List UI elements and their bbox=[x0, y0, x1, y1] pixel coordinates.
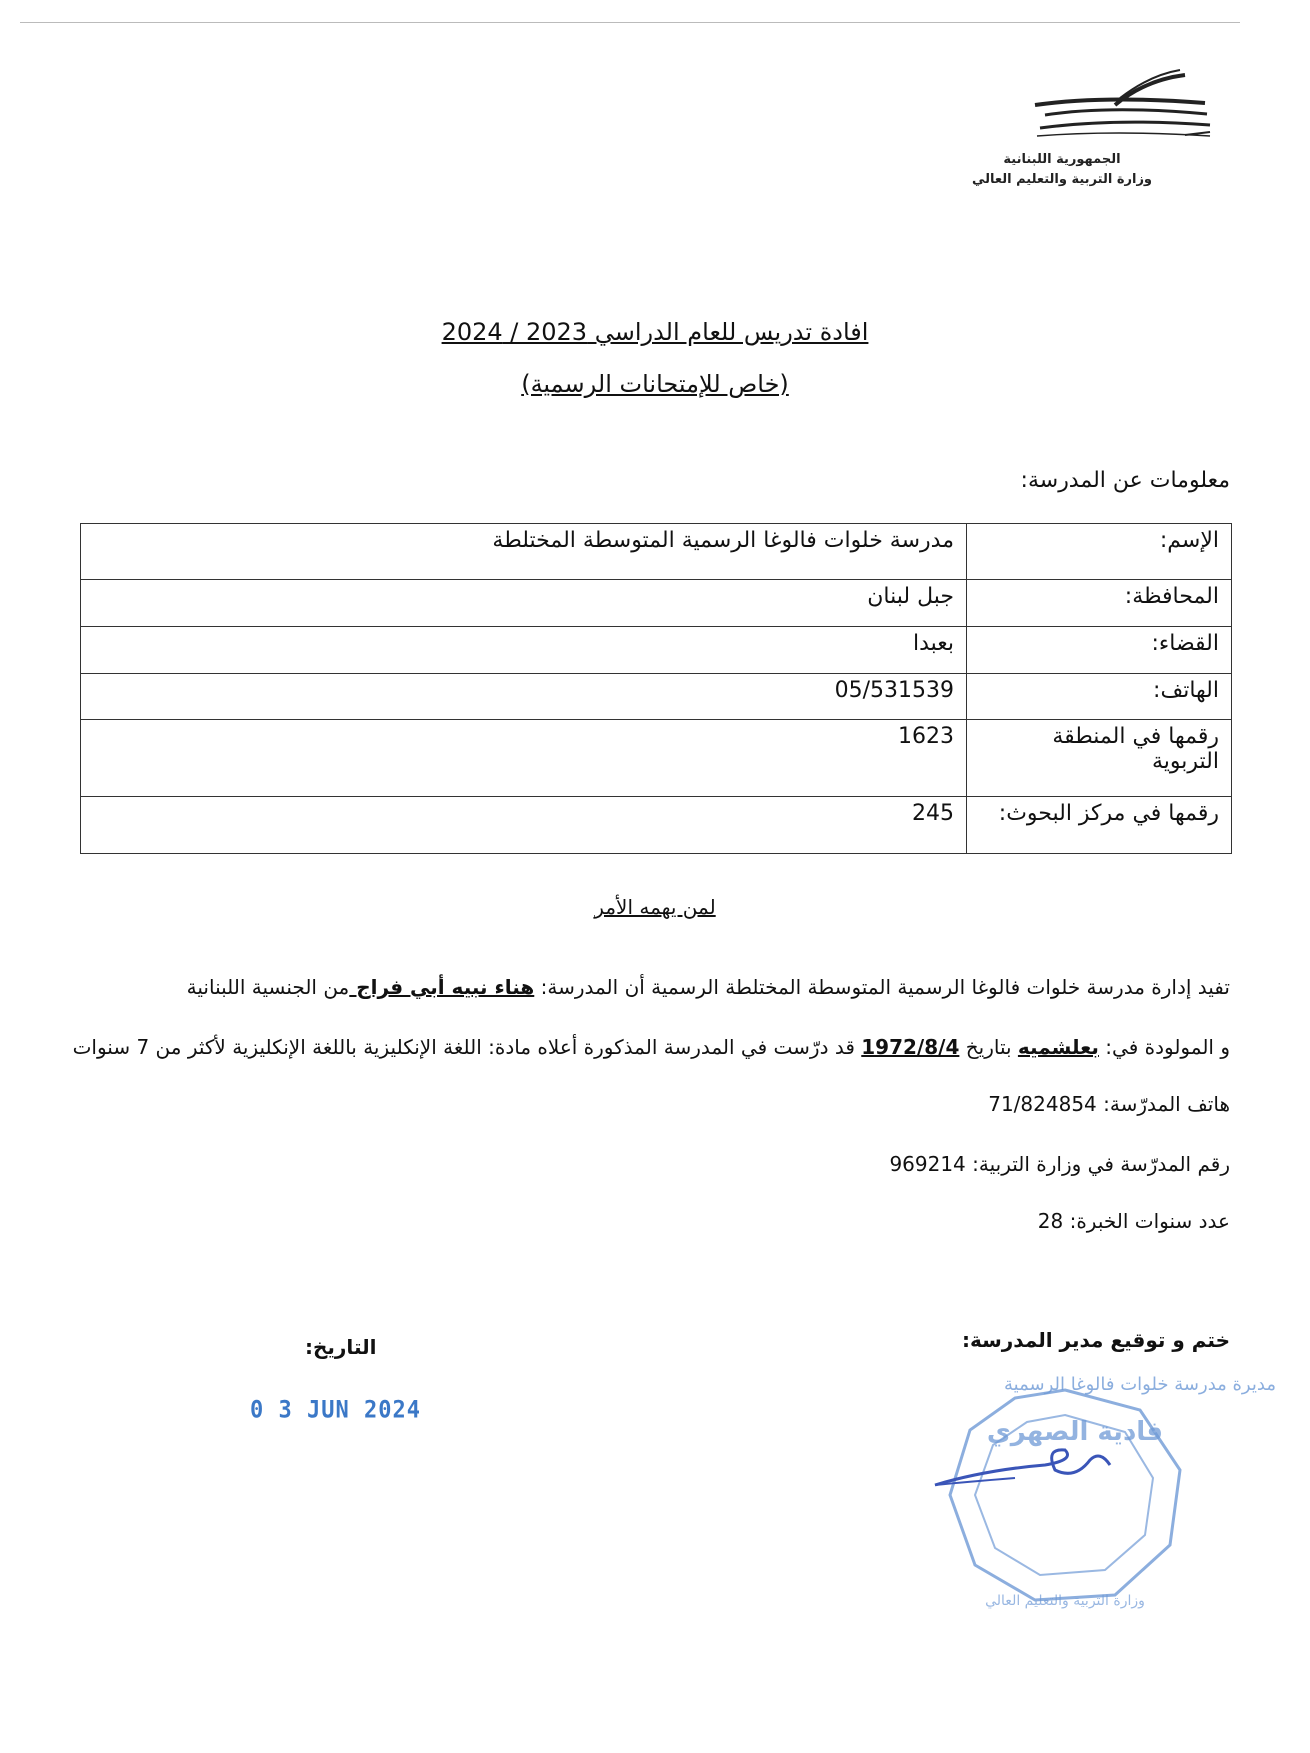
row-value: 245 bbox=[81, 797, 967, 854]
birth-place: بعلشميه bbox=[1017, 1035, 1099, 1059]
certificate-subtitle: (خاص للإمتحانات الرسمية) bbox=[521, 370, 789, 398]
table-row bbox=[81, 797, 1232, 854]
date-stamp: 0 3 JUN 2024 bbox=[250, 1396, 421, 1425]
school-info-heading: معلومات عن المدرسة: bbox=[1020, 468, 1230, 493]
signature-label: ختم و توقيع مدير المدرسة: bbox=[961, 1328, 1230, 1352]
row-value: 1623 bbox=[81, 720, 967, 797]
row-label: الإسم: bbox=[967, 524, 1232, 580]
row-label: المحافظة: bbox=[967, 580, 1232, 627]
row-label: القضاء: bbox=[967, 627, 1232, 674]
table-row bbox=[81, 580, 1232, 627]
letter-paragraph-2: و المولودة في: بعلشميه بتاريخ 1972/8/4 قد درّست في المدرسة المذكورة أعلاه مادة: اللغة الإنكليزية باللغة الإنكليزية لأكثر من 7 سنوات bbox=[72, 1035, 1230, 1059]
row-value: جبل لبنان bbox=[81, 580, 967, 627]
school-info-table bbox=[80, 523, 1232, 854]
row-value: مدرسة خلوات فالوغا الرسمية المتوسطة المختلطة bbox=[81, 524, 967, 580]
letter-subject: لمن يهمه الأمر bbox=[594, 895, 716, 919]
experience-years: عدد سنوات الخبرة: 28 bbox=[1037, 1209, 1230, 1233]
date-label: التاريخ: bbox=[305, 1335, 377, 1359]
principal-name: فادية الصهري bbox=[986, 1417, 1164, 1447]
open-book-icon bbox=[1015, 70, 1215, 150]
table-row bbox=[81, 524, 1232, 580]
republic-name: الجمهورية اللبنانية bbox=[1003, 152, 1121, 167]
table-row bbox=[81, 720, 1232, 797]
school-seal-stamp bbox=[925, 1370, 1276, 1620]
ministry-header bbox=[912, 150, 1212, 190]
ministry-name: وزارة التربية والتعليم العالي bbox=[971, 172, 1153, 187]
table-row bbox=[81, 674, 1232, 720]
row-value: بعبدا bbox=[81, 627, 967, 674]
certificate-title: افادة تدريس للعام الدراسي 2023 / 2024 bbox=[441, 318, 869, 346]
table-row bbox=[81, 627, 1232, 674]
page-top-border bbox=[20, 22, 1240, 23]
row-label: رقمها في مركز البحوث: bbox=[967, 797, 1232, 854]
birth-date: 1972/8/4 bbox=[861, 1035, 960, 1059]
seal-title: مديرة مدرسة خلوات فالوغا الرسمية bbox=[1004, 1374, 1276, 1395]
row-label: رقمها في المنطقة التربوية bbox=[967, 720, 1232, 797]
row-label: الهاتف: bbox=[967, 674, 1232, 720]
teacher-phone: هاتف المدرّسة: 71/824854 bbox=[988, 1092, 1230, 1116]
letter-paragraph-1: تفيد إدارة مدرسة خلوات فالوغا الرسمية المتوسطة المختلطة الرسمية أن المدرسة: هناء نبيه أبي فراج من الجنسية اللبنانية bbox=[186, 975, 1230, 999]
teacher-name: هناء نبيه أبي فراج bbox=[349, 975, 535, 999]
seal-ring-text: وزارة التربية والتعليم العالي bbox=[985, 1593, 1145, 1609]
teacher-ministry-number: رقم المدرّسة في وزارة التربية: 969214 bbox=[889, 1152, 1230, 1176]
row-value: 05/531539 bbox=[81, 674, 967, 720]
